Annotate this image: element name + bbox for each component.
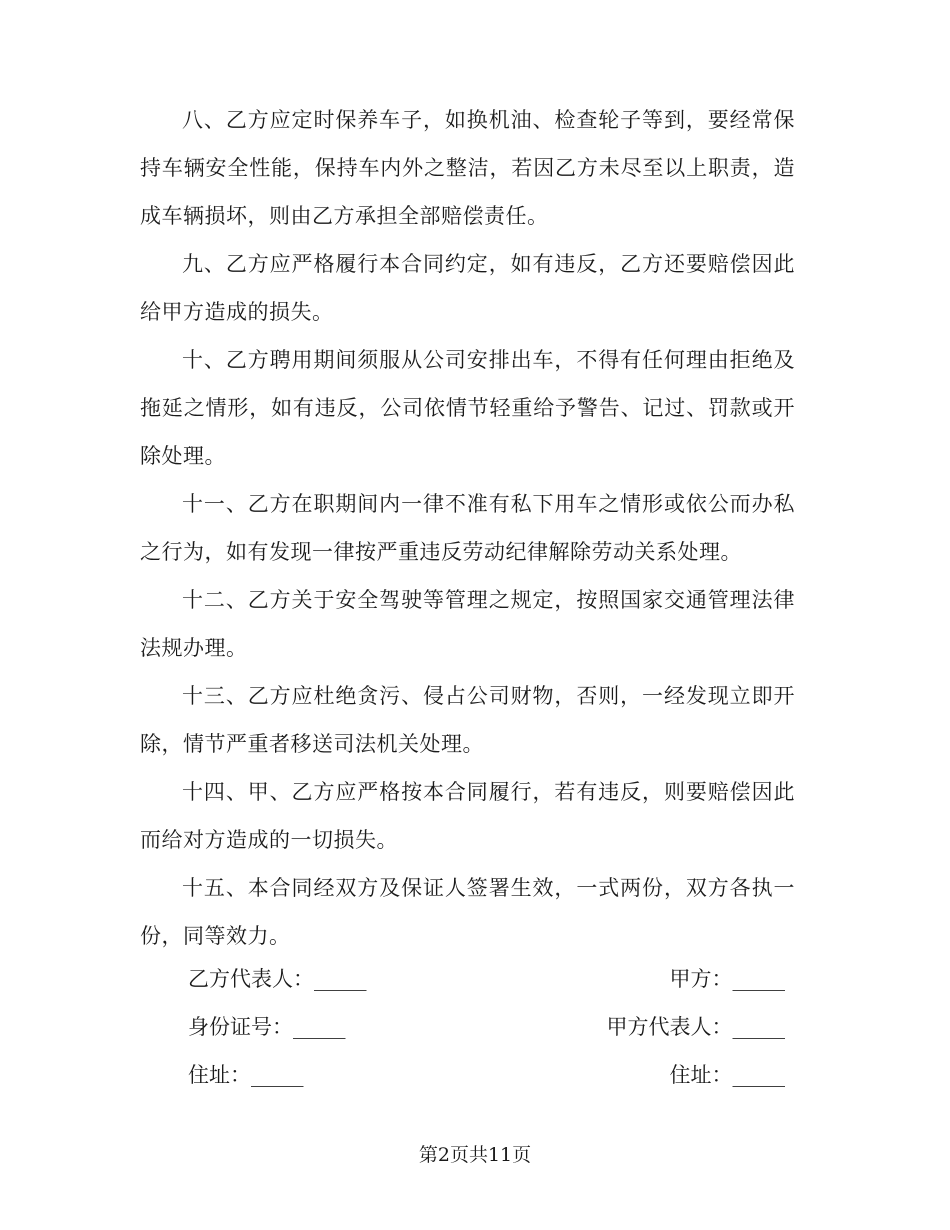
clause-14: 十四、甲、乙方应严格按本合同履行，若有违反，则要赔偿因此而给对方造成的一切损失。 <box>140 780 795 852</box>
clause-12: 十二、乙方关于安全驾驶等管理之规定，按照国家交通管理法律法规办理。 <box>140 588 795 660</box>
page-number: 第2页共11页 <box>418 1144 532 1166</box>
clause-15: 十五、本合同经双方及保证人签署生效，一式两份，双方各执一份，同等效力。 <box>140 876 795 948</box>
signature-row <box>140 1003 795 1051</box>
signature-row <box>140 1051 795 1099</box>
clause-10: 十、乙方聘用期间须服从公司安排出车，不得有任何理由拒绝及拖延之情形，如有违反，公司依情节轻重给予警告、记过、罚款或开除处理。 <box>140 348 795 468</box>
id-number-field: 身份证号：_____ <box>188 1015 346 1039</box>
party-a-representative-field: 甲方代表人：_____ <box>606 1015 785 1039</box>
clause-11: 十一、乙方在职期间内一律不准有私下用车之情形或依公而办私之行为，如有发现一律按严重违反劳动纪律解除劳动关系处理。 <box>140 492 795 564</box>
clause-9: 九、乙方应严格履行本合同约定，如有违反，乙方还要赔偿因此给甲方造成的损失。 <box>140 252 795 324</box>
clause-13: 十三、乙方应杜绝贪污、侵占公司财物，否则，一经发现立即开除，情节严重者移送司法机关处理。 <box>140 684 795 756</box>
clause-8: 八、乙方应定时保养车子，如换机油、检查轮子等到，要经常保持车辆安全性能，保持车内外之整洁，若因乙方未尽至以上职责，造成车辆损坏，则由乙方承担全部赔偿责任。 <box>140 108 795 228</box>
party-b-representative-field: 乙方代表人：_____ <box>188 967 367 991</box>
signature-block <box>140 955 795 1099</box>
party-a-address-field: 住址：_____ <box>669 1063 785 1087</box>
party-b-address-field: 住址：_____ <box>188 1063 304 1087</box>
party-a-field: 甲方：_____ <box>669 967 785 991</box>
contract-clauses <box>140 96 795 960</box>
signature-row <box>140 955 795 1003</box>
